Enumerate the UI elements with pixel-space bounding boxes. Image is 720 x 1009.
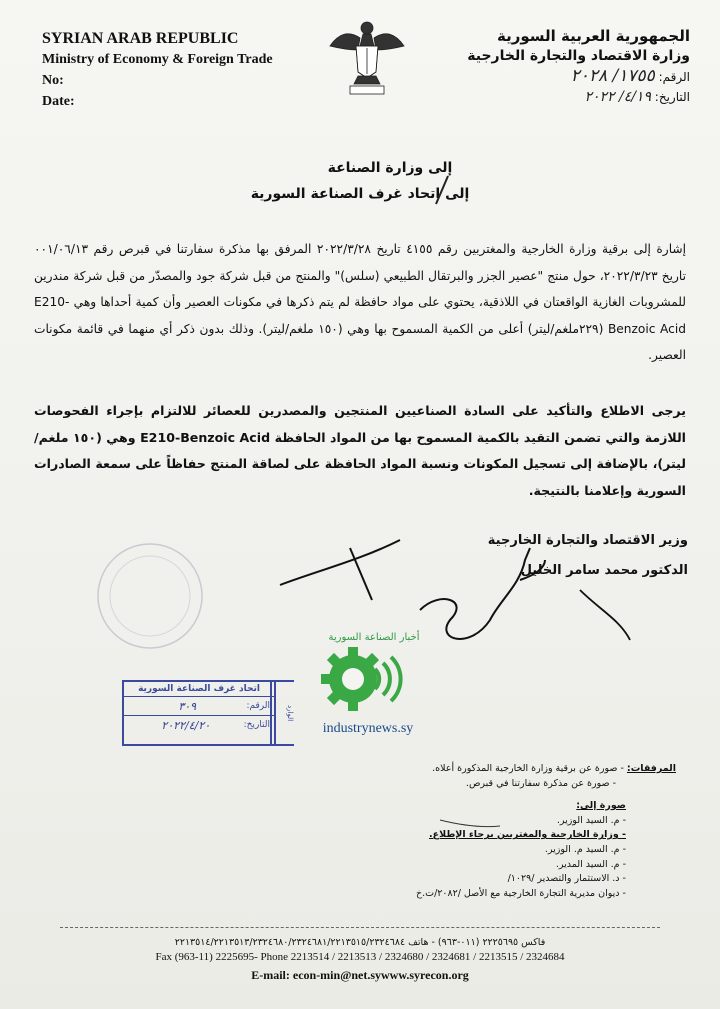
addressee-ministry-industry: إلى وزارة الصناعة [327,160,453,176]
footer-divider [60,927,660,928]
gear-signal-logo-icon [313,643,423,715]
footer [0,936,720,982]
watermark-url: industrynews.sy [322,721,414,736]
stamp-date-label: التاريخ: [243,720,270,730]
date-value-ar: ٤/١٩/ ٢٠٢٢ [584,89,651,105]
footer-email: E-mail: econ-min@net.sywww.syrecon.org [251,968,469,982]
number-label-ar: الرقم: [658,70,690,84]
received-stamp [122,680,276,746]
cc-heading: صورة إلى: [576,800,626,812]
stamp-side-label: الوارد [270,680,294,746]
stamp-date-value: ٢٠٢٢/٤/٢٠ [161,718,211,732]
addressee-chambers-federation: إلى اتحاد غرف الصناعة السورية [250,186,470,202]
stamp-number-value: ٣٠٩ [178,699,197,713]
minister-title: وزير الاقتصاد والتجارة الخارجية [487,533,688,548]
ministry-name-en: Ministry of Economy & Foreign Trade [42,52,273,67]
attachment-item: - صورة عن مذكرة سفارتنا في قبرص. [465,777,616,789]
cc-item: - ديوان مديرية التجارة الخارجية مع الأصل /٢٠٨٢/ت.خ [415,887,626,899]
country-name-en: SYRIAN ARAB REPUBLIC [42,30,239,47]
date-label-en: Date: [42,94,75,109]
cc-item: - د. الاستثمار والتصدير /١٠٢٩/ [507,873,626,885]
stamp-number-label: الرقم: [246,701,270,711]
cc-item: - وزارة الخارجية والمغتربين يرجاء الإطلاع. [429,829,626,841]
footer-contacts-ar: فاكس ٢٢٢٥٦٩٥ (٠١١-٩٦٣) - هاتف ٢٢١٣٥١٤/٢٢١٣٥١٣/٢٣٢٤٦٨٠/٢٣٢٤٦٨١/٢٢١٣٥١٥/٢٣٢٤٦٨٤ [174,937,546,948]
attachments-block [256,762,676,901]
date-label-ar: التاريخ: [654,90,690,104]
number-label-en: No: [42,73,64,88]
stamp-title: اتحاد غرف الصناعة السورية [124,682,274,697]
attachments-row-1 [256,762,676,777]
body-paragraph-2: يرجى الاطلاع والتأكيد على السادة الصناعيين المنتجين والمصدرين للعصائر للالتزام بإجراء الفحوصات اللازمة والتي تضمن التقيد بالكمية المسموح بها من المواد الحافظة E210-Benzoic Acid وهي (١٥٠ ملغم/ليتر)، بالإضافة إلى تسجيل المكونات ونسبة المواد الحافظة على لصاقة المنتج حفاظاً على سمعة الصادرات السورية وإعلامنا بالنتيجة. [34,403,686,498]
ministry-name-ar: وزارة الاقتصاد والتجارة الخارجية [467,48,690,64]
cc-item: - م. السيد المدير. [555,858,626,870]
footer-contacts-en: Fax (963-11) 2225695- Phone 2213514 / 2213513 / 2324680 / 2324681 / 2213515 / 2324684 [155,951,565,963]
attachments-heading: المرفقات: [626,763,676,774]
stamp-date-row [124,716,274,734]
number-value-ar: ١٧٥٥/ ٢٠٢٨ [570,66,655,86]
body-paragraph-1: إشارة إلى برقية وزارة الخارجية والمغتربين رقم ٤١٥٥ تاريخ ٢٠٢٢/٣/٢٨ المرفق بها مذكرة سفارتنا في قبرص رقم ٠٠١/٠٦/١٣ تاريخ ٢٠٢٢/٣/٢٣، حول منتج "عصير الجزر والبرتقال الطبيعي (سلس)" والمنتج من قبل شركة جود والمصدّر من قبل شركة مندرين للمشروبات الغازية الواقعتان في اللاذقية، يحتوي على مواد حافظة لم يتم ذكرها في مكونات العصير وأن كمية أحداها وهي E210-Benzoic Acid (٢٢٩ملغم/ليتر) أعلى من الكمية المسموح بها وهي (١٥٠ ملغم/ليتر). وذلك بدون ذكر أي منهما في قائمة مكونات العصير. [34,242,686,362]
attachment-item: - صورة عن برقية وزارة الخارجية المذكورة أعلاه. [432,763,624,774]
industrynews-watermark [298,632,438,752]
cc-item: - م. السيد م. الوزير. [544,843,626,855]
minister-name: الدكتور محمد سامر الخليل [520,563,688,578]
cc-item: - م. السيد الوزير. [556,814,626,826]
country-name-ar: الجمهورية العربية السورية [497,27,690,45]
stamp-number-row [124,697,274,716]
watermark-arabic-text: أخبار الصناعة السورية [328,632,420,643]
